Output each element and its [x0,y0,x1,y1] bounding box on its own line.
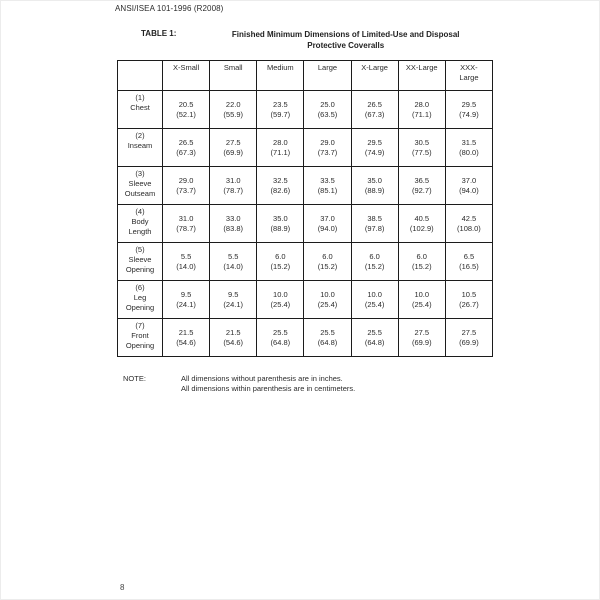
dimension-centimeters: (77.5) [411,147,432,157]
dimension-centimeters: (94.0) [459,185,479,195]
dimension-inches: 37.0 [320,213,335,223]
dimension-centimeters: (102.9) [409,223,434,233]
dimension-cell [210,319,257,357]
dimension-cell [398,129,445,167]
dimension-inches: 38.5 [367,213,382,223]
dimension-centimeters: (59.7) [270,109,291,119]
table-title-line2: Protective Coveralls [307,41,385,50]
dimension-centimeters: (25.4) [411,299,432,309]
dimension-cell [163,205,210,243]
dimension-cell [398,319,445,357]
dimension-centimeters: (94.0) [317,223,338,233]
column-header-empty [118,61,163,91]
dimension-centimeters: (16.5) [459,261,479,271]
dimension-cell [351,205,398,243]
note-line: All dimensions without parenthesis are in inches. [181,374,343,383]
dimension-cell [163,129,210,167]
dimension-centimeters: (78.7) [176,223,196,233]
dimension-cell [257,205,304,243]
dimension-inches: 29.0 [320,137,335,147]
dimension-inches: 29.5 [461,99,477,109]
dimension-inches: 6.0 [416,251,427,261]
dimension-inches: 31.5 [461,137,477,147]
row-label: (5) Sleeve Opening [118,243,163,281]
dimension-inches: 23.5 [273,99,288,109]
dimension-centimeters: (71.1) [411,109,432,119]
dimension-inches: 33.5 [320,175,335,185]
dimension-cell [351,129,398,167]
dimension-inches: 10.0 [414,289,430,299]
table-row [118,129,493,167]
dimension-centimeters: (78.7) [223,185,243,195]
dimension-centimeters: (24.1) [223,299,243,309]
dimension-cell [445,205,492,243]
dimension-cell [163,167,210,205]
dimension-cell [257,167,304,205]
dimension-cell [445,167,492,205]
dimension-centimeters: (25.4) [364,299,385,309]
dimension-cell [445,129,492,167]
dimension-inches: 5.5 [180,251,192,261]
dimension-cell [398,243,445,281]
dimension-inches: 31.0 [225,175,241,185]
dimension-cell [163,91,210,129]
dimension-centimeters: (85.1) [317,185,338,195]
dimension-centimeters: (82.6) [270,185,291,195]
dimension-inches: 21.5 [178,327,194,337]
page-number: 8 [120,583,125,592]
table-title-line1: Finished Minimum Dimensions of Limited-Use and Disposal [231,30,460,39]
dimension-inches: 22.0 [225,99,241,109]
column-header: X-Small [163,61,210,91]
dimension-centimeters: (26.7) [459,299,479,309]
dimension-cell [210,243,257,281]
dimension-centimeters: (15.2) [270,261,291,271]
dimension-inches: 6.0 [275,251,286,261]
table-row [118,243,493,281]
dimension-cell [210,129,257,167]
dimension-inches: 32.5 [273,175,288,185]
dimension-centimeters: (67.3) [176,147,196,157]
dimension-cell [351,281,398,319]
dimension-inches: 35.0 [367,175,382,185]
dimension-inches: 26.5 [367,99,382,109]
dimension-centimeters: (88.9) [270,223,291,233]
dimension-inches: 28.0 [414,99,430,109]
dimension-cell [163,319,210,357]
dimension-cell [351,167,398,205]
row-label: (6) Leg Opening [118,281,163,319]
dimension-centimeters: (73.7) [176,185,196,195]
dimension-centimeters: (97.8) [364,223,385,233]
note-block [123,374,355,394]
row-label: (7) Front Opening [118,319,163,357]
dimension-cell [304,205,351,243]
note-label: NOTE: [123,374,146,383]
column-header: X-Large [351,61,398,91]
dimension-cell [445,91,492,129]
dimension-inches: 27.5 [461,327,477,337]
row-label: (3) Sleeve Outseam [118,167,163,205]
dimension-cell [445,319,492,357]
dimension-cell [398,205,445,243]
dimension-cell [210,281,257,319]
dimension-cell [445,243,492,281]
dimension-inches: 10.0 [273,289,288,299]
table-title-block [141,29,491,51]
row-label: (1) Chest [118,91,163,129]
dimension-centimeters: (64.8) [317,337,338,347]
dimension-centimeters: (92.7) [411,185,432,195]
dimension-cell [257,281,304,319]
dimension-cell [163,243,210,281]
dimensions-table [117,60,493,357]
column-header: Small [210,61,257,91]
table-body [118,91,493,357]
dimension-cell [257,319,304,357]
dimension-centimeters: (71.1) [270,147,291,157]
dimension-inches: 36.5 [414,175,430,185]
column-header: Large [304,61,351,91]
dimension-centimeters: (64.8) [270,337,291,347]
dimension-centimeters: (73.7) [317,147,338,157]
dimension-cell [163,281,210,319]
document-standard-header: ANSI/ISEA 101-1996 (R2008) [115,4,224,13]
dimension-inches: 9.5 [180,289,192,299]
dimension-inches: 6.5 [463,251,475,261]
dimension-cell [257,129,304,167]
dimension-centimeters: (54.6) [223,337,243,347]
note-line: All dimensions within parenthesis are in centimeters. [181,384,356,393]
dimension-inches: 25.5 [273,327,288,337]
dimension-inches: 30.5 [414,137,430,147]
dimension-inches: 10.0 [367,289,382,299]
dimension-cell [445,281,492,319]
dimension-inches: 31.0 [178,213,194,223]
dimension-centimeters: (15.2) [411,261,432,271]
dimension-inches: 10.0 [320,289,335,299]
dimension-centimeters: (83.8) [223,223,243,233]
dimension-centimeters: (25.4) [270,299,291,309]
table-row [118,281,493,319]
column-header: XX-Large [398,61,445,91]
dimension-centimeters: (108.0) [457,223,481,233]
dimension-cell [351,91,398,129]
dimension-inches: 27.5 [414,327,430,337]
dimension-inches: 5.5 [227,251,239,261]
table-row [118,205,493,243]
table-header-row [118,61,493,91]
dimension-inches: 29.5 [367,137,382,147]
dimension-cell [210,205,257,243]
dimension-cell [210,91,257,129]
dimension-centimeters: (55.9) [223,109,243,119]
dimension-inches: 6.0 [322,251,333,261]
dimension-centimeters: (14.0) [176,261,196,271]
dimension-inches: 25.0 [320,99,335,109]
dimension-inches: 21.5 [225,327,241,337]
dimension-cell [257,243,304,281]
dimension-inches: 9.5 [227,289,239,299]
dimension-centimeters: (15.2) [317,261,338,271]
dimension-inches: 33.0 [225,213,241,223]
dimension-centimeters: (69.9) [459,337,479,347]
dimension-inches: 40.5 [414,213,430,223]
row-label: (2) Inseam [118,129,163,167]
table-row [118,91,493,129]
dimension-cell [304,167,351,205]
dimension-inches: 6.0 [369,251,380,261]
dimension-centimeters: (52.1) [176,109,196,119]
dimension-centimeters: (25.4) [317,299,338,309]
dimension-centimeters: (74.9) [364,147,385,157]
dimension-centimeters: (24.1) [176,299,196,309]
dimension-centimeters: (80.0) [459,147,479,157]
table-row [118,319,493,357]
dimension-inches: 10.5 [461,289,477,299]
table-title [200,29,491,51]
dimension-cell [304,281,351,319]
dimension-inches: 20.5 [178,99,194,109]
dimension-inches: 42.5 [461,213,477,223]
dimension-cell [304,243,351,281]
dimension-cell [210,167,257,205]
dimension-cell [398,167,445,205]
row-label: (4) Body Length [118,205,163,243]
dimension-inches: 37.0 [461,175,477,185]
column-header: XXX- Large [445,61,492,91]
dimension-cell [257,91,304,129]
table-number-label: TABLE 1: [141,29,177,38]
dimension-cell [351,319,398,357]
dimension-cell [351,243,398,281]
dimension-centimeters: (88.9) [364,185,385,195]
dimension-cell [398,91,445,129]
dimension-centimeters: (14.0) [223,261,243,271]
dimension-cell [304,129,351,167]
dimension-inches: 26.5 [178,137,194,147]
dimension-cell [398,281,445,319]
dimension-centimeters: (15.2) [364,261,385,271]
dimension-centimeters: (69.9) [411,337,432,347]
dimension-inches: 28.0 [273,137,288,147]
dimension-centimeters: (54.6) [176,337,196,347]
dimension-inches: 25.5 [320,327,335,337]
dimension-cell [304,319,351,357]
dimension-centimeters: (67.3) [364,109,385,119]
dimension-centimeters: (63.5) [317,109,338,119]
dimension-cell [304,91,351,129]
dimension-centimeters: (64.8) [364,337,385,347]
dimension-centimeters: (74.9) [459,109,479,119]
dimension-inches: 27.5 [225,137,241,147]
dimension-inches: 29.0 [178,175,194,185]
dimension-inches: 35.0 [273,213,288,223]
dimension-centimeters: (69.9) [223,147,243,157]
table-row [118,167,493,205]
column-header: Medium [257,61,304,91]
note-lines [181,374,355,394]
dimension-inches: 25.5 [367,327,382,337]
